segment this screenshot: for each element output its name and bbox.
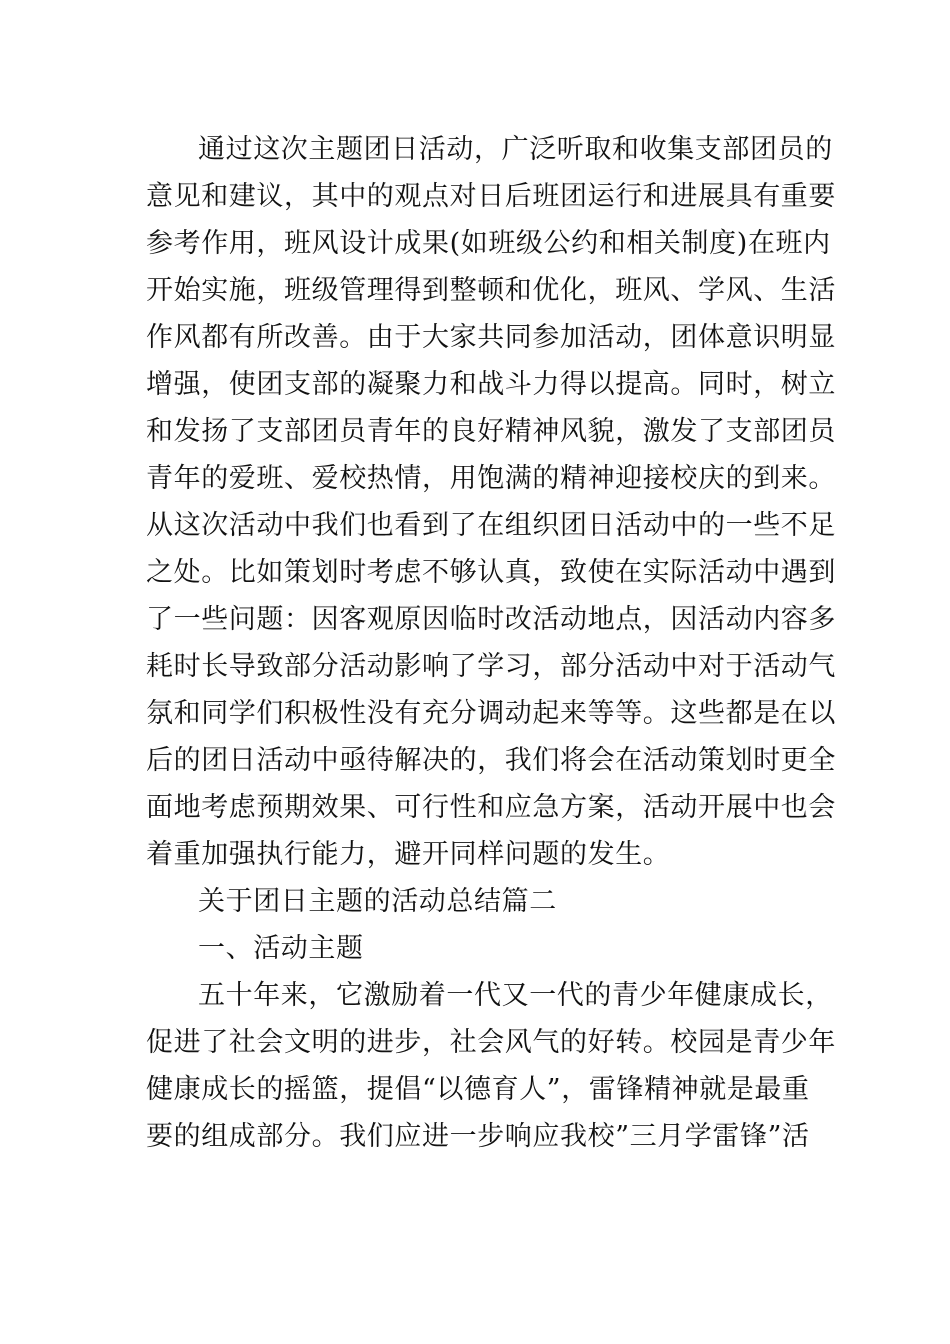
paragraph-line: 从这次活动中我们也看到了在组织团日活动中的一些不足 xyxy=(146,510,836,541)
paragraph-line: 健康成长的摇篮，提倡“以德育人”，雷锋精神就是最重 xyxy=(146,1074,810,1105)
paragraph-line: 通过这次主题团日活动，广泛听取和收集支部团员的 xyxy=(198,134,833,165)
paragraph-line: 五十年来，它激励着一代又一代的青少年健康成长， xyxy=(198,980,833,1011)
paragraph-line: 开始实施，班级管理得到整顿和优化，班风、学风、生活 xyxy=(146,275,836,306)
paragraph-line: 耗时长导致部分活动影响了学习，部分活动中对于活动气 xyxy=(146,651,836,682)
paragraph-line: 促进了社会文明的进步，社会风气的好转。校园是青少年 xyxy=(146,1027,836,1058)
paragraph-line: 着重加强执行能力，避开同样问题的发生。 xyxy=(146,839,671,870)
paragraph-line: 氛和同学们积极性没有充分调动起来等等。这些都是在以 xyxy=(146,698,836,729)
paragraph-line: 后的团日活动中亟待解决的，我们将会在活动策划时更全 xyxy=(146,745,836,776)
paragraph-line: 参考作用，班风设计成果(如班级公约和相关制度)在班内 xyxy=(146,228,831,259)
paragraph-line: 青年的爱班、爱校热情，用饱满的精神迎接校庆的到来。 xyxy=(146,463,836,494)
paragraph-line: 意见和建议，其中的观点对日后班团运行和进展具有重要 xyxy=(146,181,836,212)
subsection-heading: 一、活动主题 xyxy=(198,933,364,964)
section-heading: 关于团日主题的活动总结篇二 xyxy=(198,886,557,917)
paragraph-line: 作风都有所改善。由于大家共同参加活动，团体意识明显 xyxy=(146,322,836,353)
paragraph-line: 和发扬了支部团员青年的良好精神风貌，激发了支部团员 xyxy=(146,416,836,447)
paragraph-line: 面地考虑预期效果、可行性和应急方案，活动开展中也会 xyxy=(146,792,836,823)
paragraph-line: 之处。比如策划时考虑不够认真，致使在实际活动中遇到 xyxy=(146,557,836,588)
paragraph-line: 增强，使团支部的凝聚力和战斗力得以提高。同时，树立 xyxy=(146,369,836,400)
paragraph-line: 了一些问题：因客观原因临时改活动地点，因活动内容多 xyxy=(146,604,836,635)
paragraph-line: 要的组成部分。我们应进一步响应我校”三月学雷锋”活 xyxy=(146,1121,810,1152)
